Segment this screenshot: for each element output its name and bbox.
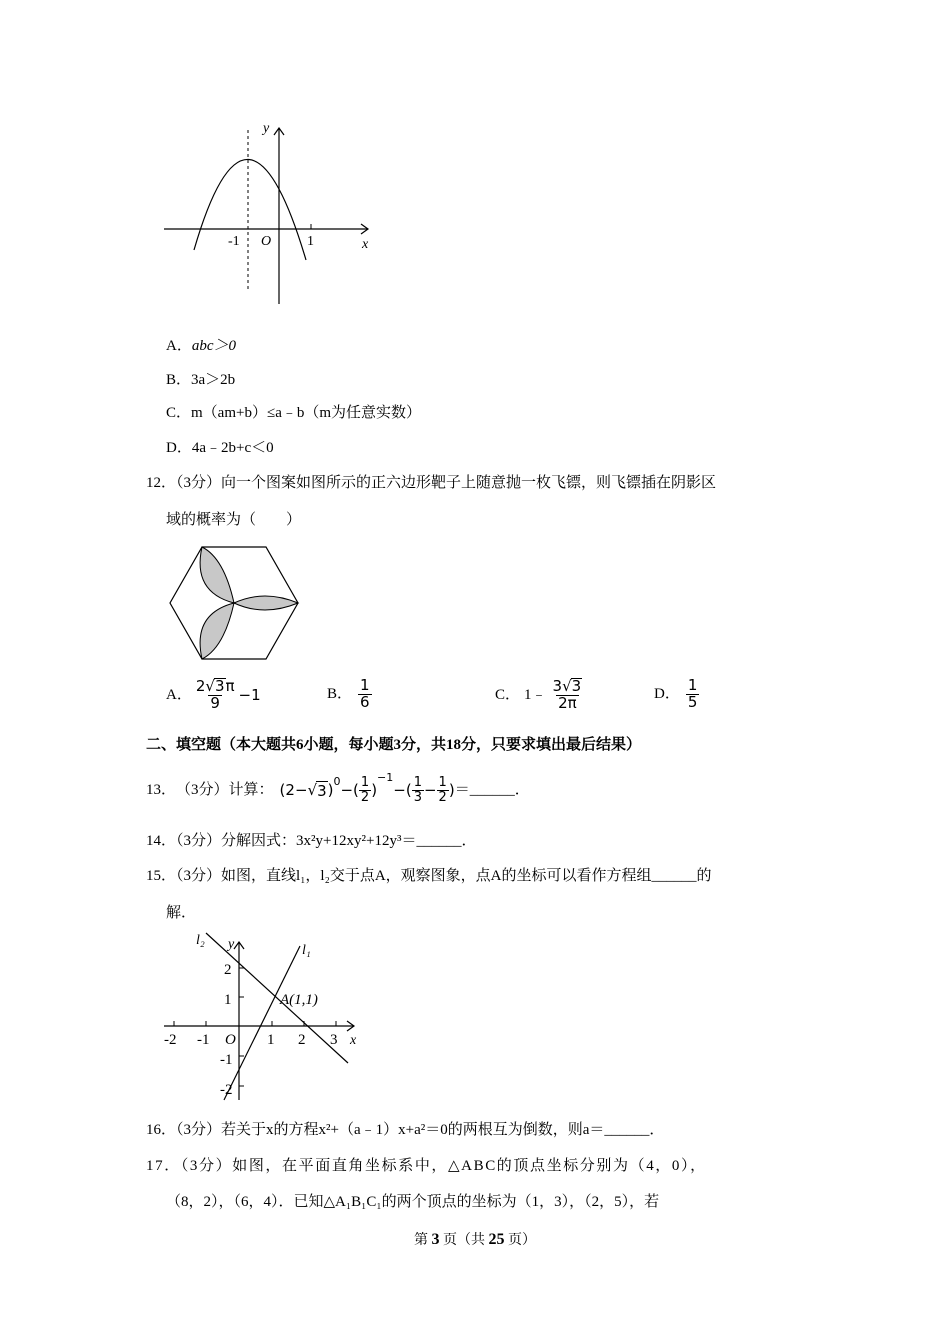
tick-1-label: 1 <box>307 234 314 249</box>
q12-hexagon-target <box>164 544 304 662</box>
x-tick-label: 2 <box>298 1032 306 1048</box>
origin-label: O <box>225 1032 236 1048</box>
q17-stem-line2: （8，2），（6，4）．已知△A₁B₁C₁的两个顶点的坐标为（1，3），（2，5），若 <box>166 1194 660 1210</box>
tick-neg1-label: -1 <box>228 234 240 249</box>
current-page-number: 3 <box>431 1231 440 1248</box>
line-l1 <box>224 946 300 1100</box>
x-label: x <box>362 237 369 252</box>
q14-line: 14．（3分）分解因式：3x²y+12xy²+12y³＝______． <box>146 833 477 849</box>
x-tick-label: 1 <box>267 1032 275 1048</box>
y-label: y <box>263 121 270 136</box>
q12-option-d[interactable]: D． $\frac{1}{5}$ <box>654 676 698 711</box>
y-tick-label: -1 <box>220 1052 233 1068</box>
q12-option-a[interactable]: A． $\frac{2√3\pi}{9}$ −1 <box>166 677 261 712</box>
origin-label: O <box>261 234 272 249</box>
x-tick-label: 3 <box>330 1032 338 1048</box>
total-pages: 25 <box>488 1231 505 1248</box>
x-tick-label: -2 <box>164 1032 177 1048</box>
q11-parabola-graph <box>150 110 390 310</box>
q12-option-c[interactable]: C． 1﹣ $\frac{3√3}{2\pi}$ <box>495 678 584 712</box>
option-c-fraction: $\frac{3√3}{2\pi}$ <box>552 677 582 712</box>
q11-option-a[interactable]: A．abc＞0 <box>166 338 237 354</box>
q17-stem-line1: 17．（3分）如图，在平面直角坐标系中，△ABC的顶点坐标分别为（4，0）， <box>146 1158 707 1174</box>
y-label: y <box>228 937 235 952</box>
point-a-label: A(1,1) <box>280 992 318 1008</box>
y-tick-label: -2 <box>220 1082 233 1098</box>
q11-option-b[interactable]: B．3a＞2b <box>166 372 236 388</box>
x-tick-label: -1 <box>197 1032 210 1048</box>
q12-stem-line1: 12．（3分）向一个图案如图所示的正六边形靶子上随意抛一枚飞镖，则飞镖插在阴影区 <box>146 475 717 491</box>
x-label: x <box>350 1033 357 1048</box>
option-d-fraction: $\frac{1}{5}$ <box>687 676 698 711</box>
q12-option-b[interactable]: B． $\frac{1}{6}$ <box>327 676 370 711</box>
q16-line: 16．（3分）若关于x的方程x²+（a﹣1）x+a²＝0的两根互为倒数，则a＝______． <box>146 1122 665 1138</box>
section2-heading: 二、填空题（本大题共6小题，每小题3分，共18分，只要求填出最后结果） <box>146 737 642 753</box>
page-footer: 第 3 页（共 25 页） <box>414 1231 536 1248</box>
l1-label: l₁ <box>302 943 311 958</box>
y-tick-label: 1 <box>224 992 232 1008</box>
q12-stem-line2: 域的概率为（ ） <box>166 512 302 528</box>
q15-stem-line2: 解． <box>166 905 197 921</box>
q15-line-graph <box>160 930 370 1105</box>
option-a-fraction: $\frac{2√3\pi}{9}$ <box>195 677 235 712</box>
q13-line: 13． （3分） 计算： (2− √ 3 ) $^0$ −( $\frac{1}{2}$ ) $^{-1}$ −( $\frac{1}{3}$ − $\frac{1}{2}$ ) ＝______． <box>146 771 530 805</box>
l2-label: l₂ <box>196 933 205 948</box>
q11-option-c[interactable]: C．m（am+b）≤a﹣b（m为任意实数） <box>166 405 422 421</box>
y-tick-label: 2 <box>224 962 232 978</box>
q13-expression: (2− √ 3 ) $^0$ −( $\frac{1}{2}$ ) $^{-1}$ −( $\frac{1}{3}$ − $\frac{1}{2}$ ) <box>279 771 455 805</box>
option-b-fraction: $\frac{1}{6}$ <box>360 676 370 711</box>
parabola-curve <box>194 159 306 260</box>
q11-option-d[interactable]: D．4a﹣2b+c＜0 <box>166 440 274 456</box>
q15-stem-line1: 15．（3分）如图，直线l₁，l₂交于点A，观察图象，点A的坐标可以看作方程组______的 <box>146 868 712 884</box>
